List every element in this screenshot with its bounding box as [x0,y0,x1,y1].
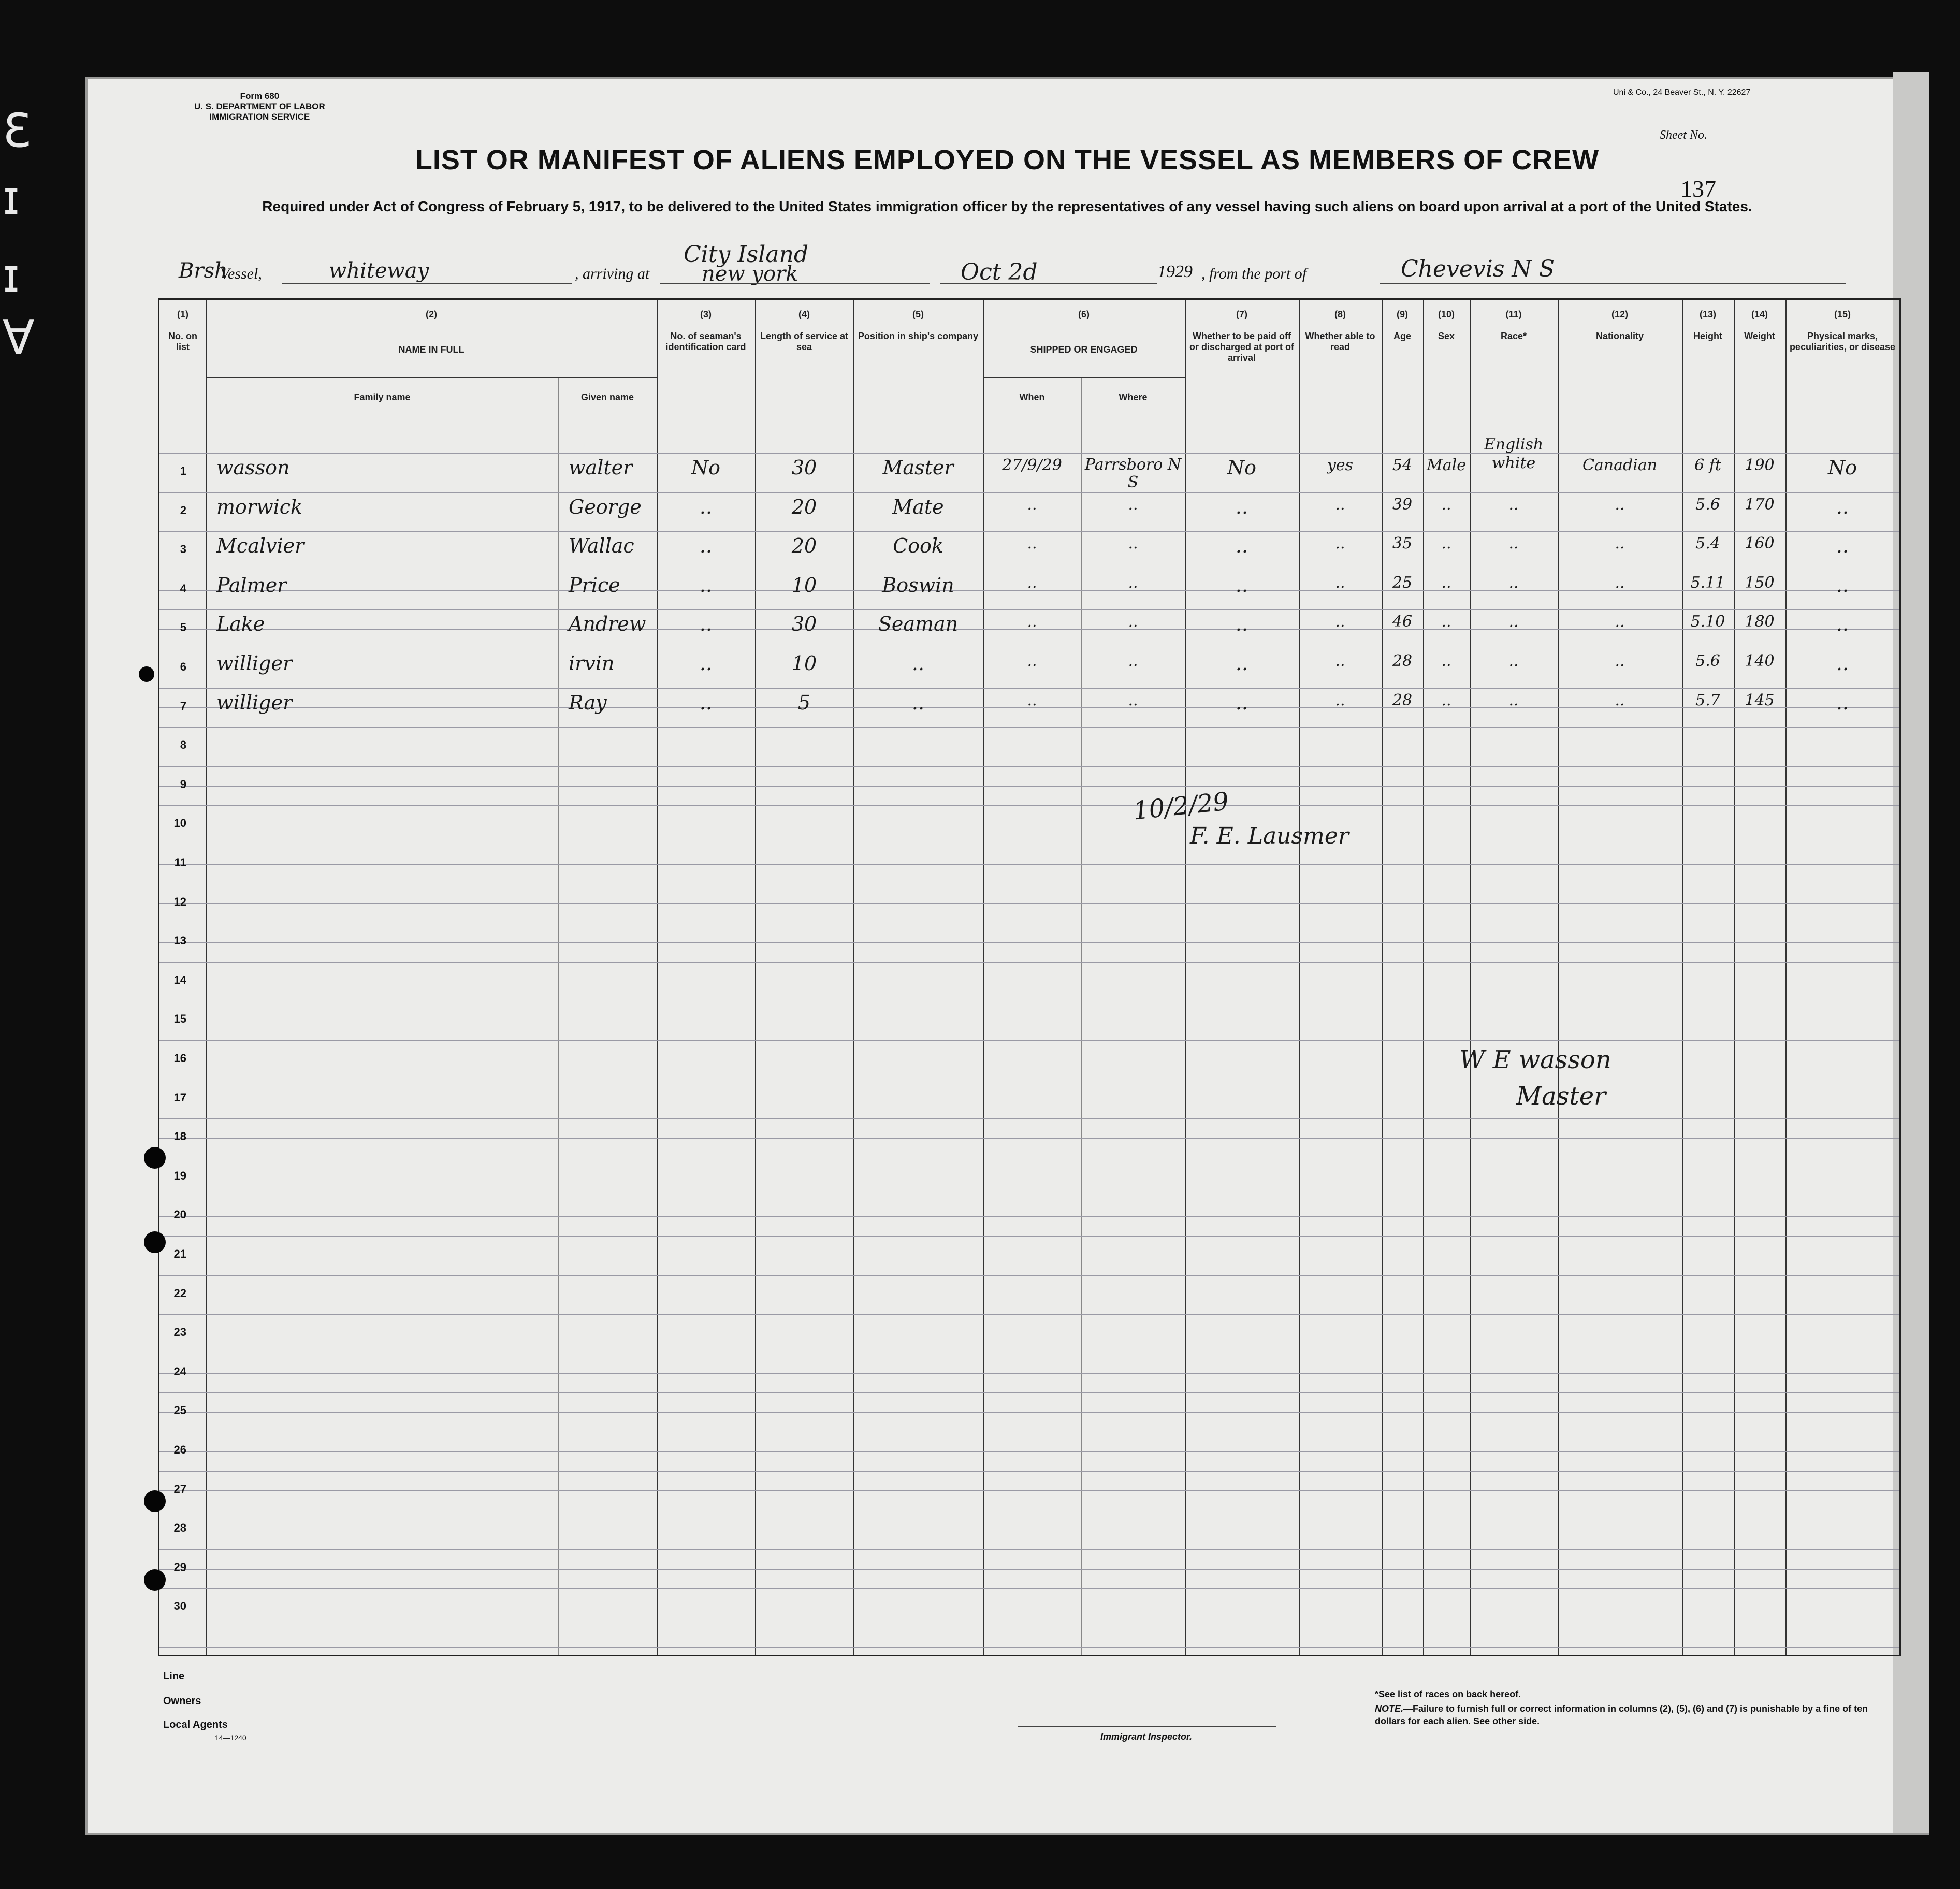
row-number: 4 [180,582,186,595]
row-rule [159,1138,1899,1139]
inspector-rule [1018,1726,1276,1727]
cell-age: 46 [1392,613,1413,631]
cell-family: Mcalvier [216,534,304,558]
subheader-divider [206,377,657,378]
row-rule [159,962,1899,963]
cell-paid-off: No [1227,456,1257,479]
cell-where: .. [1128,652,1138,670]
cell-sex: .. [1441,652,1451,670]
cell-service: 20 [791,534,817,558]
column-header: NAME IN FULL [398,344,464,355]
column-header: Whether able to read [1305,331,1375,352]
row-number: 8 [180,738,186,752]
footer-form-code: 14—1240 [215,1734,246,1742]
row-rule [159,1569,1899,1570]
row-number: 15 [173,1012,186,1026]
row-number: 25 [173,1404,186,1417]
cell-weight: 170 [1745,495,1775,514]
cell-given: Andrew [569,613,646,636]
column-number: (7) [1236,309,1247,319]
manifest-sheet [85,77,1929,1835]
row-rule [159,903,1899,904]
row-number: 22 [173,1286,186,1300]
row-number: 1 [180,464,186,477]
cell-age: 28 [1392,652,1413,670]
cell-position: Seaman [878,613,959,636]
column-number: (5) [912,309,924,319]
row-number: 2 [180,503,186,517]
arrival-date: Oct 2d [961,259,1038,285]
cell-sex: .. [1441,573,1451,592]
row-number: 3 [180,543,186,556]
cell-family: morwick [216,495,303,518]
column-header: Race* [1500,331,1527,341]
row-rule [159,942,1899,943]
column-header: No. on list [168,331,197,352]
cell-height: 5.11 [1690,573,1725,592]
column-number: (6) [1078,309,1090,319]
column-header: Nationality [1595,331,1644,341]
column-divider [1081,377,1082,1655]
cell-service: 10 [791,652,817,675]
cell-where: .. [1128,534,1138,553]
from-label: , from the port of [1201,265,1307,282]
form-number: Form 680 [240,91,280,101]
cell-family: Palmer [216,573,287,597]
row-number: 9 [180,777,186,791]
vessel-label: Vessel, [220,265,262,282]
column-subheader: Family name [354,392,411,402]
column-number: (8) [1334,309,1346,319]
cell-paid-off: .. [1235,495,1248,518]
cell-position: .. [911,691,925,714]
column-number: (12) [1611,309,1628,319]
cell-race: .. [1508,691,1519,709]
cell-sex: .. [1441,613,1451,631]
footer-inspector-label: Immigrant Inspector. [1100,1732,1193,1742]
row-rule [159,492,1899,493]
row-rule [159,1490,1899,1491]
arriving-place-note: City Island [684,241,809,268]
cell-position: Boswin [882,573,954,597]
cell-nationality: .. [1615,573,1625,592]
cell-height: 5.4 [1695,534,1720,553]
row-rule [159,1040,1899,1041]
cell-read: .. [1335,495,1345,514]
row-rule [159,1588,1899,1589]
margin-handwritten-mark: Ɛ [3,104,32,158]
cell-family: wasson [216,456,290,479]
row-rule [159,688,1899,689]
cell-given: Wallac [569,534,634,558]
cell-family: Lake [216,613,265,636]
cell-where: Parrsboro N S [1084,456,1182,491]
row-rule [159,1275,1899,1276]
cell-family: williger [216,691,293,714]
column-header: Weight [1744,331,1775,341]
column-header: Age [1393,331,1411,341]
row-rule [159,1647,1899,1648]
cell-race: .. [1508,613,1519,631]
column-subheader: When [1019,392,1045,402]
master-title: Master [1516,1082,1606,1111]
row-number: 28 [173,1521,186,1535]
inspector-initials: F. E. Lausmer [1190,823,1349,849]
arriving-port: new york [702,262,798,286]
cell-when: .. [1027,573,1037,592]
cell-race: .. [1508,495,1519,514]
cell-read: .. [1335,652,1345,670]
punch-hole [144,1147,166,1169]
row-number: 30 [173,1600,186,1613]
column-header: Length of service at sea [760,331,849,352]
port-underline [1380,283,1846,284]
row-number: 26 [173,1443,186,1456]
row-number: 12 [173,895,186,908]
cell-when: .. [1027,495,1037,514]
row-rule [159,453,1899,454]
arrival-year: 1929 [1157,262,1193,281]
service-label: IMMIGRATION SERVICE [209,112,310,122]
cell-weight: 150 [1745,573,1775,592]
row-number: 14 [173,973,186,986]
cell-age: 54 [1392,456,1413,474]
cell-nationality: .. [1615,652,1625,670]
punch-hole [144,1231,166,1253]
cell-paid-off: .. [1235,652,1248,675]
row-number: 19 [173,1169,186,1182]
row-rule [159,1216,1899,1217]
column-number: (10) [1438,309,1455,319]
column-header: Sex [1438,331,1455,341]
cell-weight: 145 [1745,691,1775,709]
vessel-prefix: Brsh [179,259,228,283]
page-subtitle: Required under Act of Congress of February 5, 1917, to be delivered to the United States immigration officer by the representatives of any vessel having such aliens on board upon arrival at a port of the United States. [262,198,1752,214]
margin-handwritten-mark: ɪ [3,171,20,225]
row-rule [159,1236,1899,1237]
row-rule [159,766,1899,767]
cell-service: 30 [791,456,817,479]
row-rule [159,1373,1899,1374]
cell-sex: .. [1441,691,1451,709]
cell-service: 10 [791,573,817,597]
margin-handwritten-mark: ɪ [3,249,20,303]
row-rule [159,1549,1899,1550]
vessel-underline [282,283,572,284]
cell-card: No [691,456,721,479]
footer-race-note: *See list of races on back hereof. [1375,1689,1521,1699]
column-number: (9) [1397,309,1408,319]
row-rule [159,1451,1899,1452]
column-header: Physical marks, peculiarities, or disease [1789,331,1896,352]
column-header: Height [1693,331,1722,341]
punch-hole [144,1569,166,1591]
form-identifier [194,91,325,122]
cell-race: .. [1508,573,1519,592]
cell-read: .. [1335,691,1345,709]
cell-position: Mate [892,495,944,518]
cell-race: English white [1484,435,1544,472]
cell-height: 6 ft [1694,456,1721,474]
footer-line-label: Line [163,1670,185,1682]
row-rule [159,1118,1899,1119]
column-header: SHIPPED OR ENGAGED [1030,344,1138,355]
cell-where: .. [1128,613,1138,631]
cell-race: .. [1508,652,1519,670]
cell-race: .. [1508,534,1519,553]
column-header: No. of seaman's identification card [665,331,746,352]
cell-paid-off: .. [1235,691,1248,714]
cell-read: .. [1335,613,1345,631]
row-number: 20 [173,1208,186,1222]
cell-when: .. [1027,652,1037,670]
cell-height: 5.10 [1690,613,1725,631]
row-rule [159,727,1899,728]
cell-read: .. [1335,534,1345,553]
footer-note [1375,1703,1882,1727]
cell-marks: .. [1836,691,1849,714]
row-number: 18 [173,1130,186,1143]
column-number: (15) [1834,309,1851,319]
row-number: 6 [180,660,186,673]
page-title: LIST OR MANIFEST OF ALIENS EMPLOYED ON THE VESSEL AS MEMBERS OF CREW [415,144,1600,176]
cell-when: .. [1027,613,1037,631]
row-rule [159,864,1899,865]
cell-marks: .. [1836,534,1849,558]
cell-position: Cook [893,534,943,558]
master-signature: W E wasson [1459,1045,1611,1074]
row-rule [159,786,1899,787]
footer-agents-label: Local Agents [163,1719,228,1731]
cell-height: 5.7 [1695,691,1720,709]
cell-nationality: .. [1615,495,1625,514]
cell-marks: .. [1836,613,1849,636]
cell-nationality: .. [1615,613,1625,631]
cell-given: irvin [569,652,615,675]
cell-card: .. [699,573,713,597]
footer-note-label: NOTE. [1375,1704,1404,1714]
column-divider [558,377,559,1655]
cell-given: Ray [569,691,607,714]
cell-marks: No [1827,456,1857,479]
cell-read: .. [1335,573,1345,592]
vessel-name: whiteway [329,259,429,283]
cell-paid-off: .. [1235,573,1248,597]
row-number: 11 [174,856,186,869]
cell-paid-off: .. [1235,613,1248,636]
cell-where: .. [1128,573,1138,592]
column-header: Position in ship's company [858,331,979,341]
arriving-label: , arriving at [575,265,650,282]
row-number: 5 [180,621,186,634]
column-number: (3) [700,309,712,319]
cell-card: .. [699,652,713,675]
row-number: 24 [173,1364,186,1378]
cell-read: yes [1327,456,1354,474]
cell-sex: .. [1441,534,1451,553]
row-number: 17 [173,1091,186,1104]
column-number: (13) [1699,309,1716,319]
column-number: (1) [177,309,188,319]
cell-weight: 190 [1745,456,1775,474]
cell-nationality: .. [1615,534,1625,553]
footer-owners-label: Owners [163,1695,201,1707]
inspection-date: 10/2/29 [1131,787,1230,826]
column-number: (14) [1751,309,1768,319]
row-number: 27 [173,1482,186,1495]
cell-position: Master [882,456,954,479]
cell-age: 25 [1392,573,1413,592]
cell-service: 20 [791,495,817,518]
date-underline [940,283,1157,284]
cell-weight: 140 [1745,652,1775,670]
cell-card: .. [699,495,713,518]
cell-card: .. [699,613,713,636]
subheader-divider [983,377,1185,378]
margin-handwritten-mark: Ɐ [3,311,35,365]
footer-note-text: —Failure to furnish full or correct information in columns (2), (5), (6) and (7) is punishable by a fine of ten dollars for each alien. See other side. [1375,1704,1868,1726]
column-header: Whether to be paid off or discharged at port of arrival [1189,331,1295,363]
punch-hole [139,666,154,682]
cell-nationality: Canadian [1582,456,1658,474]
cell-where: .. [1128,495,1138,514]
cell-sex: Male [1427,456,1466,474]
cell-height: 5.6 [1695,652,1720,670]
cell-nationality: .. [1615,691,1625,709]
cell-age: 39 [1392,495,1413,514]
row-rule [159,1314,1899,1315]
column-subheader: Where [1119,392,1148,402]
row-number: 13 [173,934,186,948]
cell-when: 27/9/29 [1002,456,1062,474]
row-number: 29 [173,1560,186,1574]
column-number: (4) [798,309,810,319]
cell-family: williger [216,652,293,675]
cell-position: .. [911,652,925,675]
row-rule [159,1471,1899,1472]
cell-age: 28 [1392,691,1413,709]
cell-when: .. [1027,534,1037,553]
row-number: 10 [173,817,186,830]
cell-given: George [569,495,642,518]
cell-given: Price [569,573,620,597]
cell-weight: 180 [1745,613,1775,631]
column-number: (11) [1505,309,1522,319]
cell-where: .. [1128,691,1138,709]
cell-marks: .. [1836,495,1849,518]
cell-given: walter [569,456,633,479]
printer-credit: Uni & Co., 24 Beaver St., N. Y. 22627 [1613,88,1751,97]
column-number: (2) [426,309,437,319]
sheet-number: 137 [1680,176,1716,202]
cell-height: 5.6 [1695,495,1720,514]
row-number: 7 [180,699,186,713]
cell-card: .. [699,691,713,714]
sheet-label: Sheet No. [1660,128,1707,142]
row-rule [159,531,1899,532]
cell-weight: 160 [1745,534,1775,553]
punch-hole [144,1490,166,1512]
department-label: U. S. DEPARTMENT OF LABOR [194,101,325,111]
cell-when: .. [1027,691,1037,709]
row-rule [159,1392,1899,1393]
cell-card: .. [699,534,713,558]
row-rule [159,609,1899,610]
cell-paid-off: .. [1235,534,1248,558]
cell-age: 35 [1392,534,1413,553]
column-subheader: Given name [580,392,634,402]
cell-service: 30 [791,613,817,636]
row-number: 21 [173,1247,186,1260]
row-rule [159,1412,1899,1413]
cell-marks: .. [1836,652,1849,675]
cell-sex: .. [1441,495,1451,514]
arriving-underline [660,283,930,284]
cell-service: 5 [797,691,811,714]
row-number: 23 [173,1326,186,1339]
cell-marks: .. [1836,573,1849,597]
departure-port: Chevevis N S [1401,256,1555,282]
row-rule [159,805,1899,806]
crew-manifest-table [158,298,1901,1656]
row-number: 16 [173,1052,186,1065]
